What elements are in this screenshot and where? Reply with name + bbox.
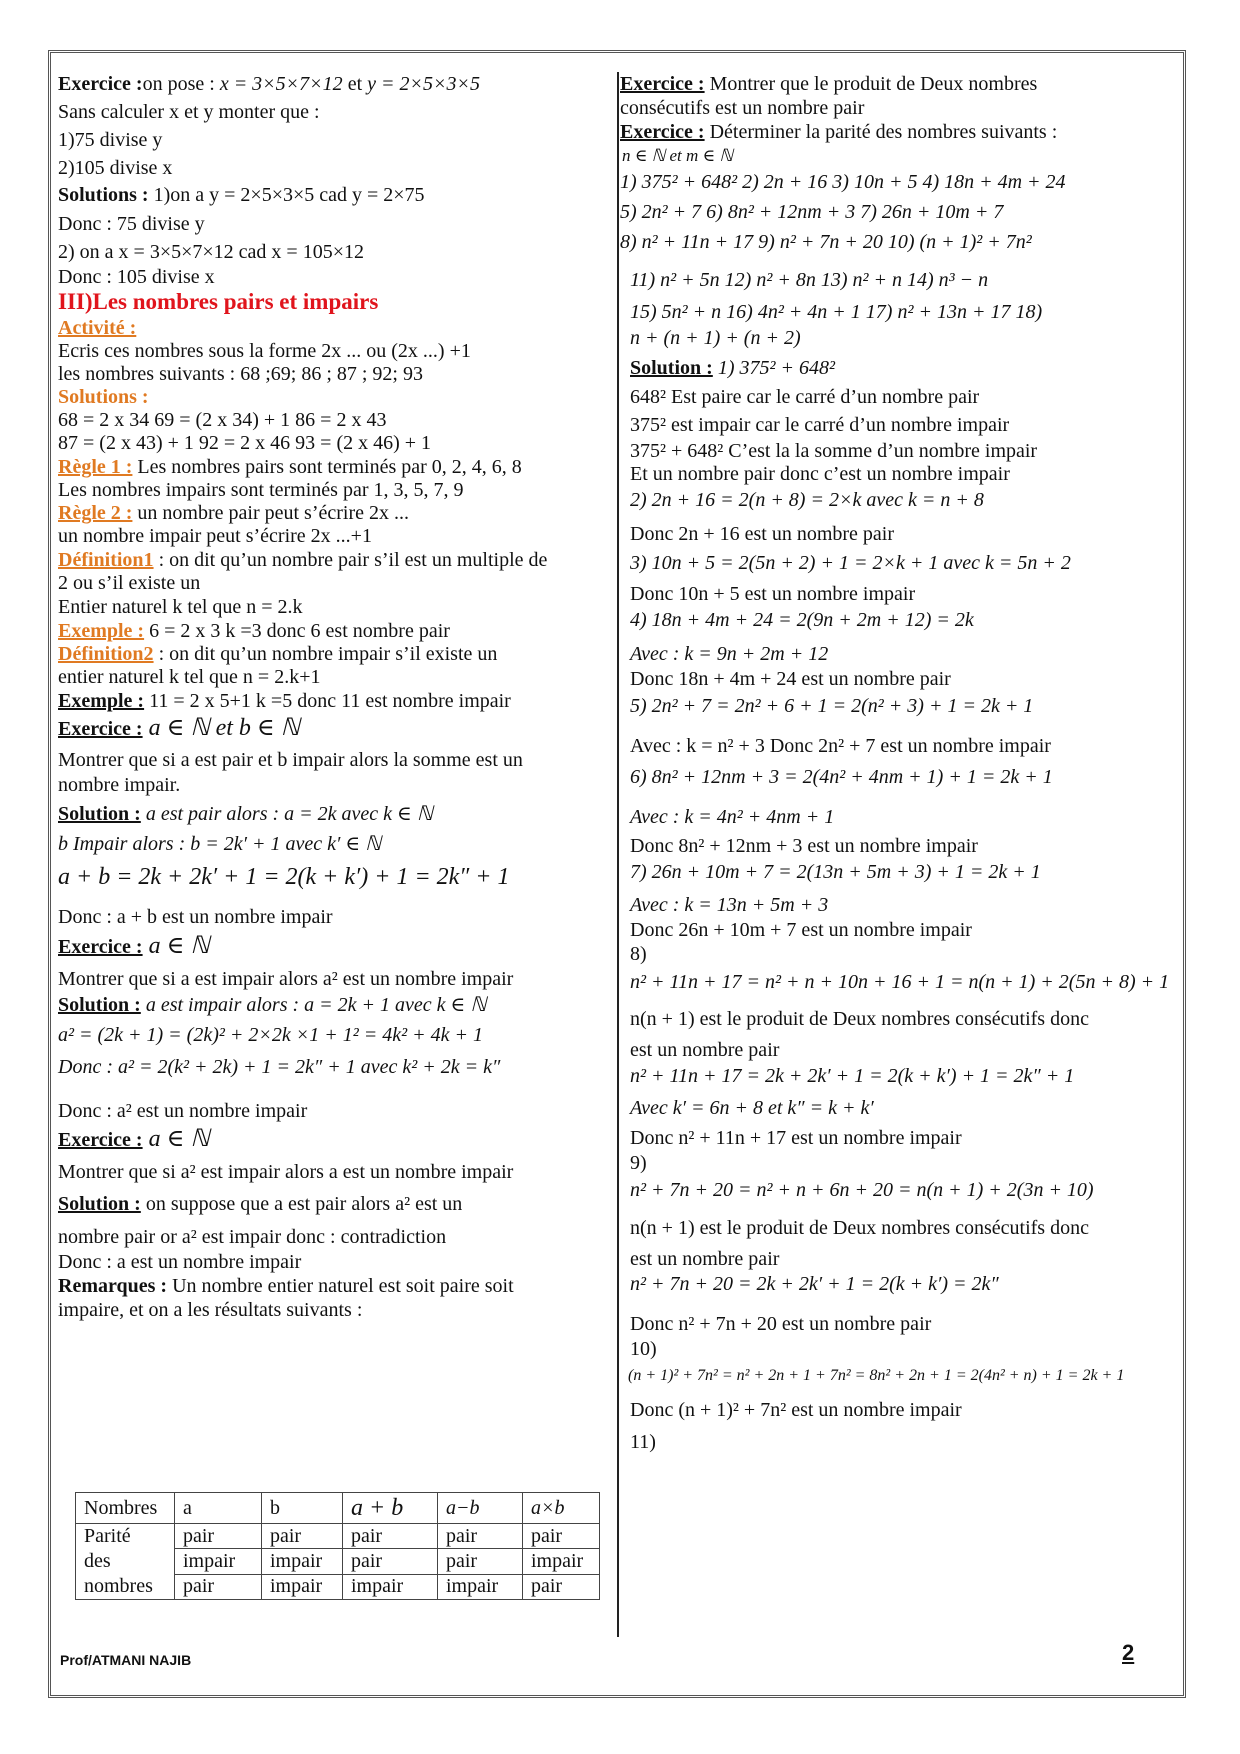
definition-2 <box>58 642 497 666</box>
table-cell: pair <box>343 1549 438 1574</box>
math-expression: Avec : k = 9n + 2m + 12 <box>630 643 829 665</box>
exercise-3-conclusion: Donc : a² est un nombre impair <box>58 1100 308 1122</box>
exercise-3-solution <box>58 993 486 1017</box>
solution-2: 2) on a x = 3×5×7×12 cad x = 105×12 <box>58 241 364 263</box>
solutions-label: Solutions : <box>58 184 149 206</box>
math-expression: n² + 11n + 17 = 2k + 2k′ + 1 = 2(k + k′) + 1 = 2k″ + 1 <box>630 1065 1075 1087</box>
table-cell: impair <box>175 1549 262 1574</box>
math-expression: a² = (2k + 1) = (2k)² + 2×2k ×1 + 1² = 4k² + 4k + 1 <box>58 1024 483 1046</box>
table-cell: pair <box>438 1524 523 1549</box>
math-expression: n² + 7n + 20 = n² + n + 6n + 20 = n(n + 1) + 2(3n + 10) <box>630 1179 1094 1201</box>
exercise-label: Exercice : <box>58 1129 143 1151</box>
activity-solution: 68 = 2 x 34 69 = (2 x 34) + 1 86 = 2 x 43 <box>58 409 387 431</box>
math-expression: a ∈ ℕ et b ∈ ℕ <box>142 715 300 741</box>
math-expression: 2) 2n + 16 = 2(n + 8) = 2×k avec k = n + 8 <box>630 489 984 511</box>
exercise-2-text: Montrer que si a est pair et b impair alors la somme est un <box>58 749 523 771</box>
solution-text: Donc 10n + 5 est un nombre impair <box>630 583 916 605</box>
text: : on dit qu’un nombre pair s’il est un multiple de <box>153 549 548 571</box>
table-cell: impair <box>523 1549 600 1574</box>
rule-label: Règle 1 : <box>58 456 133 478</box>
author-footer: Prof/ATMANI NAJIB <box>60 1652 192 1668</box>
math-expression: (n + 1)² + 7n² = n² + 2n + 1 + 7n² = 8n² + 2n + 1 = 2(4n² + n) + 1 = 2k + 1 <box>628 1367 1125 1384</box>
math-expression: y = 2×5×3×5 <box>367 73 480 95</box>
solution-item-number: 9) <box>630 1152 647 1174</box>
solutions-label: Solutions : <box>58 386 149 408</box>
exercise-4-text: nombre pair or a² est impair donc : contradiction <box>58 1226 447 1248</box>
solution-text: 375² est impair car le carré d’un nombre impair <box>630 414 1010 436</box>
math-expression: 5) 2n² + 7 = 2n² + 6 + 1 = 2(n² + 3) + 1 = 2k + 1 <box>630 695 1034 717</box>
exercise-4-text: Montrer que si a² est impair alors a est un nombre impair <box>58 1161 514 1183</box>
text: : on dit qu’un nombre impair s’il existe un <box>153 643 498 665</box>
exercise-5-statement <box>620 72 1037 96</box>
text: on suppose que a est pair alors a² est un <box>140 1193 463 1215</box>
text: Déterminer la parité des nombres suivants : <box>704 121 1058 143</box>
question-1: 1)75 divise y <box>58 129 163 151</box>
definition-1 <box>58 548 547 572</box>
math-expression: 4) 18n + 4m + 24 = 2(9n + 2m + 12) = 2k <box>630 609 974 631</box>
math-expression: 6) 8n² + 12nm + 3 = 2(4n² + 4nm + 1) + 1 = 2k + 1 <box>630 766 1053 788</box>
remarks-label: Remarques : <box>58 1275 168 1297</box>
math-expression: 3) 10n + 5 = 2(5n + 2) + 1 = 2×k + 1 avec k = 5n + 2 <box>630 552 1071 574</box>
row-label-line: des <box>84 1550 111 1572</box>
table-header: a×b <box>523 1493 600 1524</box>
text: Les nombres pairs sont terminés par 0, 2, 4, 6, 8 <box>132 456 522 478</box>
solution-text: Donc 26n + 10m + 7 est un nombre impair <box>630 919 972 941</box>
math-expression: a est impair alors : a = 2k + 1 avec k ∈ ℕ <box>140 994 487 1016</box>
activity-label: Activité : <box>58 317 137 339</box>
activity-text: Ecris ces nombres sous la forme 2x ... ou (2x ...) +1 <box>58 340 471 362</box>
math-expression: Avec : k = 4n² + 4nm + 1 <box>630 806 835 828</box>
math-expression: n² + 11n + 17 = n² + n + 10n + 16 + 1 = n(n + 1) + 2(5n + 8) + 1 <box>630 971 1170 993</box>
math-expression: x = 3×5×7×12 <box>219 73 343 95</box>
exercise-4-solution <box>58 1192 462 1216</box>
table-cell: pair <box>262 1524 343 1549</box>
text: on pose : <box>142 73 220 95</box>
conclusion-2: Donc : 105 divise x <box>58 266 215 288</box>
example-label: Exemple : <box>58 690 145 712</box>
exercise-1-instruction: Sans calculer x et y monter que : <box>58 101 320 123</box>
text: Un nombre entier naturel est soit paire soit <box>167 1275 514 1297</box>
solution-item-number: 8) <box>630 943 647 965</box>
rule-2-text: un nombre impair peut s’écrire 2x ...+1 <box>58 525 372 547</box>
definition-label: Définition2 <box>58 643 154 665</box>
table-cell: impair <box>343 1574 438 1599</box>
solution-text: Donc 8n² + 12nm + 3 est un nombre impair <box>630 835 978 857</box>
table-header-row <box>76 1493 600 1524</box>
solution-label: Solution : <box>630 357 713 379</box>
table-header: Nombres <box>76 1493 175 1524</box>
exercise-4-conclusion: Donc : a est un nombre impair <box>58 1251 302 1273</box>
table-header: a <box>175 1493 262 1524</box>
table-cell: pair <box>438 1549 523 1574</box>
math-expression: Donc : a² = 2(k² + 2k) + 1 = 2k″ + 1 avec k² + 2k = k″ <box>58 1056 501 1078</box>
math-expression: 1) 375² + 648² <box>712 357 835 379</box>
question-2: 2)105 divise x <box>58 157 173 179</box>
activity-text: les nombres suivants : 68 ;69; 86 ; 87 ; 92; 93 <box>58 363 423 385</box>
solution-text: Avec : k = n² + 3 Donc 2n² + 7 est un nombre impair <box>630 735 1051 757</box>
solution-text: 648² Est paire car le carré d’un nombre pair <box>630 386 980 408</box>
example-2 <box>58 689 511 713</box>
text: et <box>342 73 368 95</box>
solution-text: Donc 2n + 16 est un nombre pair <box>630 523 895 545</box>
math-expression: a ∈ ℕ <box>142 1126 210 1152</box>
table-row <box>76 1524 600 1549</box>
exercise-2-solution <box>58 802 433 826</box>
rule-2 <box>58 501 409 525</box>
solution-text: Donc 18n + 4m + 24 est un nombre pair <box>630 668 951 690</box>
math-expression: Avec k′ = 6n + 8 et k″ = k + k′ <box>630 1097 874 1119</box>
math-expression: a ∈ ℕ <box>142 933 210 959</box>
table-cell: pair <box>523 1574 600 1599</box>
definition-1-text: 2 ou s’il existe un <box>58 572 201 594</box>
solution-label: Solution : <box>58 803 141 825</box>
rule-label: Règle 2 : <box>58 502 133 524</box>
column-divider <box>617 72 619 1637</box>
exercise-2-text: nombre impair. <box>58 774 181 796</box>
exercise-label: Exercice : <box>620 73 705 95</box>
table-header: b <box>262 1493 343 1524</box>
math-expression: b Impair alors : b = 2k′ + 1 avec k′ ∈ ℕ <box>58 833 382 855</box>
remarks <box>58 1274 514 1298</box>
solution-item-number: 10) <box>630 1338 657 1360</box>
table-cell: pair <box>175 1524 262 1549</box>
text: Montrer que le produit de Deux nombres <box>704 73 1038 95</box>
table-cell: impair <box>438 1574 523 1599</box>
math-expression: a est pair alors : a = 2k avec k ∈ ℕ <box>140 803 433 825</box>
solution-text: Donc n² + 11n + 17 est un nombre impair <box>630 1127 962 1149</box>
table-cell: pair <box>175 1574 262 1599</box>
exercise-items: n + (n + 1) + (n + 2) <box>630 327 801 349</box>
exercise-label: Exercice : <box>58 936 143 958</box>
exercise-items: 5) 2n² + 7 6) 8n² + 12nm + 3 7) 26n + 10m + 7 <box>620 201 1004 223</box>
solution-text: est un nombre pair <box>630 1039 780 1061</box>
math-expression: Avec : k = 13n + 5m + 3 <box>630 894 829 916</box>
solution-label: Solution : <box>58 1193 141 1215</box>
solution-text: Donc n² + 7n + 20 est un nombre pair <box>630 1313 932 1335</box>
exercise-label: Exercice : <box>58 73 143 95</box>
row-label <box>76 1524 175 1600</box>
exercise-items: 11) n² + 5n 12) n² + 8n 13) n² + n 14) n³ − n <box>630 269 989 291</box>
solution-text: Donc (n + 1)² + 7n² est un nombre impair <box>630 1399 962 1421</box>
conclusion-1: Donc : 75 divise y <box>58 213 205 235</box>
math-expression: 7) 26n + 10m + 7 = 2(13n + 5m + 3) + 1 = 2k + 1 <box>630 861 1041 883</box>
exercise-label: Exercice : <box>58 718 143 740</box>
definition-1-text: Entier naturel k tel que n = 2.k <box>58 596 303 618</box>
solution-1 <box>58 183 425 207</box>
exercise-6-solution <box>630 356 835 380</box>
solution-text: est un nombre pair <box>630 1248 780 1270</box>
parity-table <box>75 1492 600 1600</box>
row-label-line: Parité <box>84 1525 131 1547</box>
text: 1)on a y = 2×5×3×5 cad y = 2×75 <box>148 184 425 206</box>
solution-label: Solution : <box>58 994 141 1016</box>
table-cell: impair <box>262 1549 343 1574</box>
exercise-2-statement <box>58 716 300 741</box>
table-header: a + b <box>343 1493 438 1524</box>
example-label: Exemple : <box>58 620 145 642</box>
exercise-1-statement <box>58 72 480 96</box>
remarks-text: impaire, et on a les résultats suivants : <box>58 1299 363 1321</box>
rule-1-text: Les nombres impairs sont terminés par 1, 3, 5, 7, 9 <box>58 479 464 501</box>
page-number: 2 <box>1122 1640 1135 1665</box>
definition-2-text: entier naturel k tel que n = 2.k+1 <box>58 666 321 688</box>
table-cell: pair <box>343 1524 438 1549</box>
exercise-4-statement <box>58 1127 210 1152</box>
example-1 <box>58 619 450 643</box>
table-header: a−b <box>438 1493 523 1524</box>
math-expression: a + b = 2k + 2k′ + 1 = 2(k + k′) + 1 = 2k″ + 1 <box>58 864 510 890</box>
exercise-2-conclusion: Donc : a + b est un nombre impair <box>58 906 333 928</box>
table-cell: pair <box>523 1524 600 1549</box>
definition-label: Définition1 <box>58 549 154 571</box>
text: un nombre pair peut s’écrire 2x ... <box>132 502 409 524</box>
exercise-3-text: Montrer que si a est impair alors a² est un nombre impair <box>58 968 514 990</box>
exercise-items: 8) n² + 11n + 17 9) n² + 7n + 20 10) (n + 1)² + 7n² <box>620 231 1032 253</box>
text: 11 = 2 x 5+1 k =5 donc 11 est nombre impair <box>144 690 511 712</box>
exercise-6-statement <box>620 120 1057 144</box>
row-label-line: nombres <box>84 1575 153 1597</box>
solution-item-number: 11) <box>630 1431 656 1453</box>
exercise-5-text: consécutifs est un nombre pair <box>620 97 865 119</box>
exercise-items: 1) 375² + 648² 2) 2n + 16 3) 10n + 5 4) 18n + 4m + 24 <box>620 171 1066 193</box>
solution-text: Et un nombre pair donc c’est un nombre impair <box>630 463 1010 485</box>
math-expression: n ∈ ℕ et m ∈ ℕ <box>622 146 733 165</box>
activity-solution: 87 = (2 x 43) + 1 92 = 2 x 46 93 = (2 x 46) + 1 <box>58 432 432 454</box>
solution-text: n(n + 1) est le produit de Deux nombres consécutifs donc <box>630 1217 1089 1239</box>
exercise-label: Exercice : <box>620 121 705 143</box>
rule-1 <box>58 455 522 479</box>
solution-text: n(n + 1) est le produit de Deux nombres consécutifs donc <box>630 1008 1089 1030</box>
table-cell: impair <box>262 1574 343 1599</box>
section-title: III)Les nombres pairs et impairs <box>58 289 379 314</box>
math-expression: n² + 7n + 20 = 2k + 2k′ + 1 = 2(k + k′) = 2k″ <box>630 1273 999 1295</box>
exercise-3-statement <box>58 934 210 959</box>
solution-text: 375² + 648² C’est la la somme d’un nombre impair <box>630 440 1038 462</box>
text: 6 = 2 x 3 k =3 donc 6 est nombre pair <box>144 620 450 642</box>
exercise-items: 15) 5n² + n 16) 4n² + 4n + 1 17) n² + 13n + 17 18) <box>630 301 1043 323</box>
